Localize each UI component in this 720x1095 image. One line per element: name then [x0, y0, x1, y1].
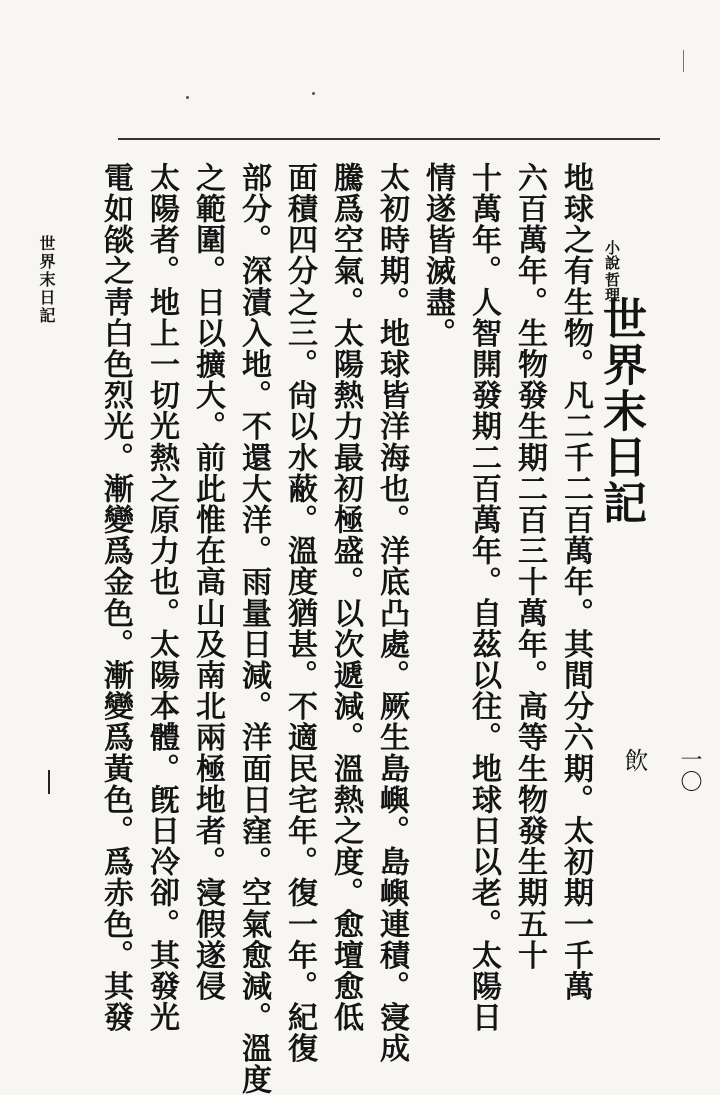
body-column-9: 之範圍。日以擴大。前此惟在高山及南北兩極地者。寖假遂侵 [190, 162, 225, 1002]
body-column-4: 情遂皆滅盡。 [420, 162, 455, 349]
body-column-6: 騰爲空氣。太陽熱力最初極盛。以次遞減。溫熱之度。愈壇愈低 [328, 162, 363, 1033]
scan-speck [186, 96, 189, 99]
body-column-8: 部分。深漬入地。不還大洋。雨量日減。洋面日窪。空氣愈減。溫度 [236, 162, 271, 1095]
category-label-line-2: 小說 [603, 240, 621, 270]
scan-speck [312, 92, 315, 95]
body-column-7: 面積四分之三。尙以水蔽。溫度猶甚。不適民宅年。復一年。紀復 [282, 162, 317, 1064]
page-number: 一〇 [677, 748, 702, 792]
body-column-2: 六百萬年。生物發生期二百三十萬年。高等生物發生期五十 [512, 162, 547, 971]
category-label [604, 240, 619, 302]
body-column-11: 電如燄之靑白色烈光。漸變爲金色。漸變爲黃色。爲赤色。其發 [98, 162, 133, 1033]
header-rule [118, 138, 660, 140]
body-column-1: 地球之有生物。凡二千二百萬年。其間分六期。太初期一千萬 [558, 162, 593, 1002]
body-column-10: 太陽者。地上一切光熱之原力也。太陽本體。旣日冷卻。其發光 [144, 162, 179, 1033]
category-label-line-1: 哲理 [603, 272, 621, 302]
running-title: 世界末日記 [37, 235, 56, 325]
article-title: 世界末日記 [595, 296, 646, 526]
body-column-3: 十萬年。人智開發期二百萬年。自茲以往。地球日以老。太陽日 [466, 162, 501, 1033]
margin-dash [48, 770, 50, 794]
body-column-5: 太初時期。地球皆洋海也。洋底凸處。厥生島嶼。島嶼連積。寖成 [374, 162, 409, 1064]
scan-mark [683, 50, 684, 72]
author-name: 飲 [620, 748, 648, 772]
